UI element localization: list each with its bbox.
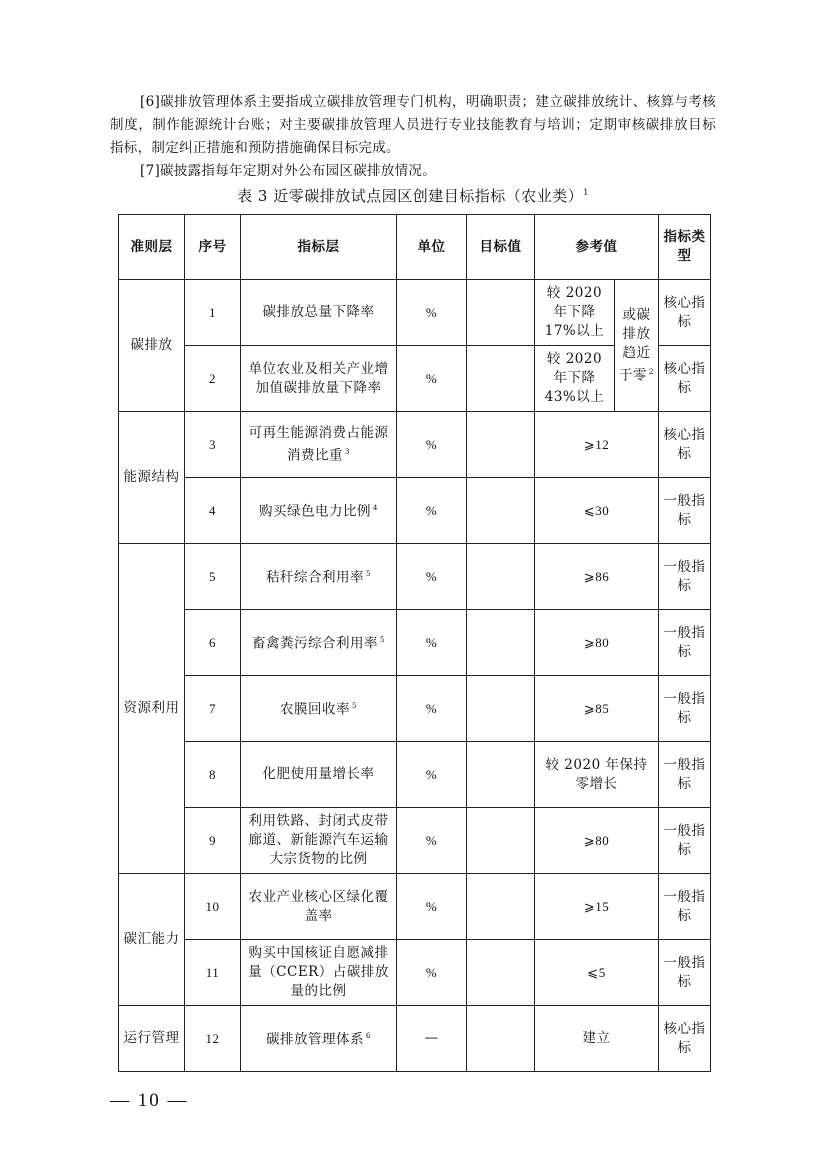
table-row xyxy=(119,742,711,808)
row-target xyxy=(467,940,535,1006)
row-indicator: 碳排放管理体系 $^6$ xyxy=(241,1006,397,1072)
row-type: 核心指标 xyxy=(659,412,711,478)
table-row xyxy=(119,610,711,676)
page-number: — 10 — xyxy=(110,1090,189,1111)
table-row xyxy=(119,808,711,874)
header-indicator: 指标层 xyxy=(241,215,397,280)
row-indicator: 购买中国核证自愿减排量（CCER）占碳排放量的比例 xyxy=(241,940,397,1006)
row-target xyxy=(467,544,535,610)
row-indicator: 购买绿色电力比例 $^4$ xyxy=(241,478,397,544)
row-type: 一般指标 xyxy=(659,676,711,742)
row-seq: 6 xyxy=(185,610,241,676)
row-unit: % xyxy=(397,940,467,1006)
row-seq: 3 xyxy=(185,412,241,478)
header-reference: 参考值 xyxy=(535,215,659,280)
header-type: 指标类型 xyxy=(659,215,711,280)
row-type: 核心指标 xyxy=(659,1006,711,1072)
row-target xyxy=(467,346,535,412)
row-target xyxy=(467,412,535,478)
row-target xyxy=(467,478,535,544)
table-caption xyxy=(110,185,716,206)
row-reference: ⩾85 xyxy=(535,676,659,742)
table-row xyxy=(119,280,711,346)
row-seq: 2 xyxy=(185,346,241,412)
row-indicator: 农业产业核心区绿化覆盖率 xyxy=(241,874,397,940)
row-target xyxy=(467,610,535,676)
row-reference: ⩾80 xyxy=(535,610,659,676)
row-indicator: 利用铁路、封闭式皮带廊道、新能源汽车运输大宗货物的比例 xyxy=(241,808,397,874)
row-target xyxy=(467,808,535,874)
row-reference: 较 2020 年下降 43%以上 xyxy=(535,346,615,412)
footnote-6-paragraph: [6]碳排放管理体系主要指成立碳排放管理专门机构，明确职责；建立碳排放统计、核算与考核制度，制作能源统计台账；对主要碳排放管理人员进行专业技能教育与培训；定期审核碳排放目标指标，制定纠正措施和预防措施确保目标完成。 xyxy=(110,94,716,156)
group-label: 资源利用 xyxy=(119,544,185,874)
group-label: 运行管理 xyxy=(119,1006,185,1072)
table-row xyxy=(119,1006,711,1072)
row-note: 3 xyxy=(345,447,350,456)
row-unit: % xyxy=(397,676,467,742)
row-target xyxy=(467,676,535,742)
table-row xyxy=(119,676,711,742)
row-unit: % xyxy=(397,808,467,874)
row-type: 一般指标 xyxy=(659,940,711,1006)
alt-reference-note: 2 xyxy=(649,367,654,376)
row-type: 一般指标 xyxy=(659,544,711,610)
group-label: 碳排放 xyxy=(119,280,185,412)
row-unit: % xyxy=(397,544,467,610)
row-note: 6 xyxy=(366,1032,371,1041)
row-indicator: 农膜回收率 $^5$ xyxy=(241,676,397,742)
row-type: 一般指标 xyxy=(659,874,711,940)
row-seq: 5 xyxy=(185,544,241,610)
row-target xyxy=(467,874,535,940)
group-label: 碳汇能力 xyxy=(119,874,185,1006)
row-seq: 1 xyxy=(185,280,241,346)
row-note: 5 xyxy=(352,702,357,711)
indicator-table xyxy=(118,214,711,1072)
row-indicator: 单位农业及相关产业增加值碳排放量下降率 xyxy=(241,346,397,412)
row-seq: 9 xyxy=(185,808,241,874)
table-row xyxy=(119,874,711,940)
row-reference: ⩾86 xyxy=(535,544,659,610)
alt-reference: 或碳排放趋近于零 $^2$ xyxy=(615,280,659,412)
footnote-7-paragraph: [7]碳披露指每年定期对外公布园区碳排放情况。 xyxy=(140,163,437,179)
row-reference: 较 2020 年下降 17%以上 xyxy=(535,280,615,346)
header-layer: 准则层 xyxy=(119,215,185,280)
row-note: 5 xyxy=(366,570,371,579)
row-type: 一般指标 xyxy=(659,808,711,874)
row-unit: % xyxy=(397,412,467,478)
row-note: 5 xyxy=(380,636,385,645)
row-seq: 4 xyxy=(185,478,241,544)
row-type: 核心指标 xyxy=(659,280,711,346)
row-unit: % xyxy=(397,610,467,676)
row-unit: % xyxy=(397,346,467,412)
row-seq: 8 xyxy=(185,742,241,808)
row-indicator: 秸秆综合利用率 $^5$ xyxy=(241,544,397,610)
row-reference: 建立 xyxy=(535,1006,659,1072)
row-note: 4 xyxy=(373,504,378,513)
row-seq: 11 xyxy=(185,940,241,1006)
row-seq: 12 xyxy=(185,1006,241,1072)
row-unit: % xyxy=(397,874,467,940)
row-indicator: 化肥使用量增长率 xyxy=(241,742,397,808)
table-row xyxy=(119,478,711,544)
row-type: 一般指标 xyxy=(659,478,711,544)
row-reference: ⩽5 xyxy=(535,940,659,1006)
table-row xyxy=(119,940,711,1006)
row-target xyxy=(467,280,535,346)
row-indicator: 碳排放总量下降率 xyxy=(241,280,397,346)
header-unit: 单位 xyxy=(397,215,467,280)
row-reference: ⩽30 xyxy=(535,478,659,544)
table-row xyxy=(119,544,711,610)
table-row xyxy=(119,412,711,478)
row-indicator: 可再生能源消费占能源消费比重 $^3$ xyxy=(241,412,397,478)
row-reference: ⩾12 xyxy=(535,412,659,478)
row-unit: — xyxy=(397,1006,467,1072)
header-seq: 序号 xyxy=(185,215,241,280)
row-reference: ⩾15 xyxy=(535,874,659,940)
row-reference: ⩾80 xyxy=(535,808,659,874)
row-target xyxy=(467,1006,535,1072)
row-seq: 7 xyxy=(185,676,241,742)
row-indicator: 畜禽粪污综合利用率 $^5$ xyxy=(241,610,397,676)
header-target: 目标值 xyxy=(467,215,535,280)
caption-text: 表 3 近零碳排放试点园区创建目标指标（农业类） xyxy=(237,187,584,205)
row-reference: 较 2020 年保持零增长 xyxy=(535,742,659,808)
group-label: 能源结构 xyxy=(119,412,185,544)
table-header-row xyxy=(119,215,711,280)
row-seq: 10 xyxy=(185,874,241,940)
row-type: 一般指标 xyxy=(659,610,711,676)
caption-note: 1 xyxy=(583,188,589,197)
row-unit: % xyxy=(397,478,467,544)
row-type: 一般指标 xyxy=(659,742,711,808)
row-unit: % xyxy=(397,742,467,808)
row-target xyxy=(467,742,535,808)
row-type: 核心指标 xyxy=(659,346,711,412)
row-unit: % xyxy=(397,280,467,346)
